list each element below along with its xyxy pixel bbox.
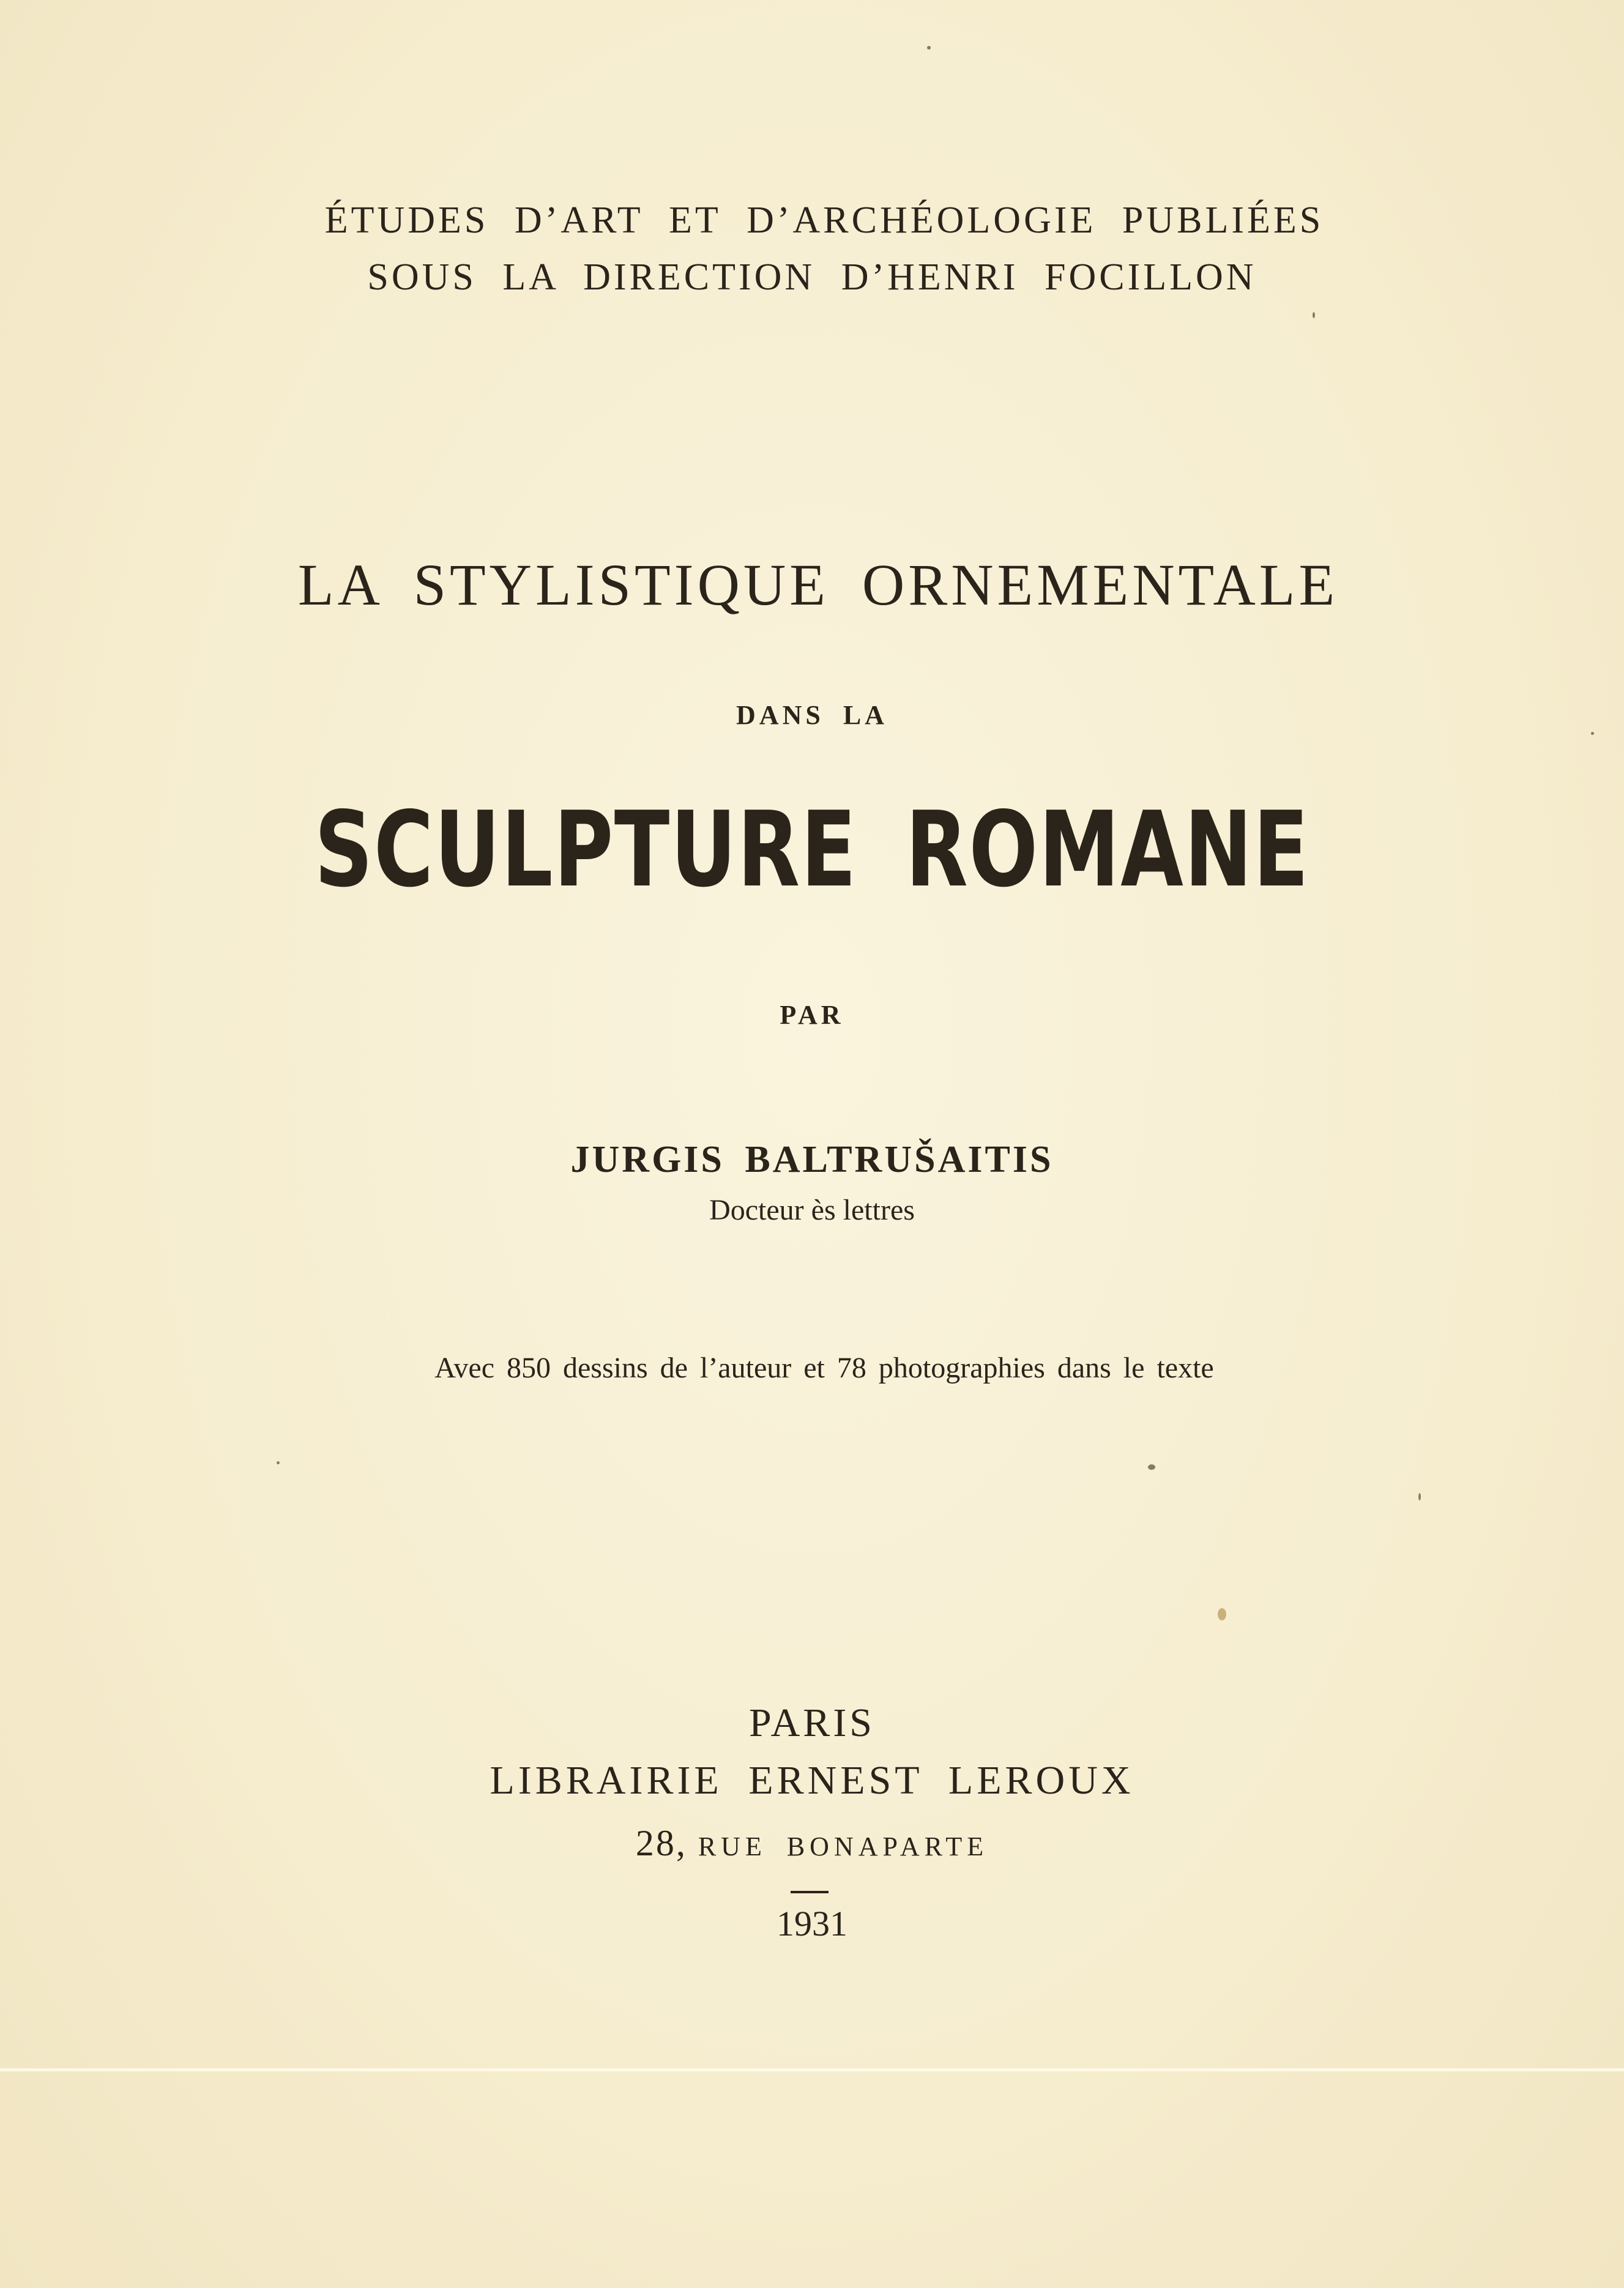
imprint-city: PARIS	[748, 1701, 876, 1745]
imprint-publisher: LIBRAIRIE ERNEST LEROUX	[490, 1758, 1134, 1803]
imprint-street-number: 28,	[635, 1823, 687, 1863]
imprint-rule	[791, 1891, 829, 1893]
paper-speck	[277, 1461, 280, 1464]
book-title-connector: DANS LA	[736, 700, 888, 730]
paper-speck	[1218, 1608, 1226, 1620]
imprint-street: RUE BONAPARTE	[698, 1832, 989, 1861]
paper-speck	[1591, 732, 1594, 735]
series-title-line-1: ÉTUDES D’ART ET D’ARCHÉOLOGIE PUBLIÉES	[324, 199, 1324, 241]
series-title-line-2: SOUS LA DIRECTION D’HENRI FOCILLON	[367, 256, 1257, 298]
author-degree: Docteur ès lettres	[709, 1194, 915, 1226]
imprint-address	[0, 1822, 1624, 1865]
paper-fold-line	[0, 2068, 1624, 2071]
book-title-main: SCULPTURE ROMANE	[314, 789, 1310, 911]
paper-speck	[1148, 1464, 1155, 1470]
author-name: JURGIS BALTRUŠAITIS	[570, 1139, 1054, 1180]
book-title-line-1: LA STYLISTIQUE ORNEMENTALE	[297, 552, 1339, 617]
paper-speck	[1418, 1493, 1421, 1500]
imprint-year: 1931	[777, 1904, 847, 1943]
paper-speck	[1313, 312, 1315, 318]
author-by: PAR	[780, 1000, 844, 1030]
illustrations-note: Avec 850 dessins de l’auteur et 78 photographies dans le texte	[434, 1352, 1214, 1384]
paper-speck	[927, 46, 931, 50]
